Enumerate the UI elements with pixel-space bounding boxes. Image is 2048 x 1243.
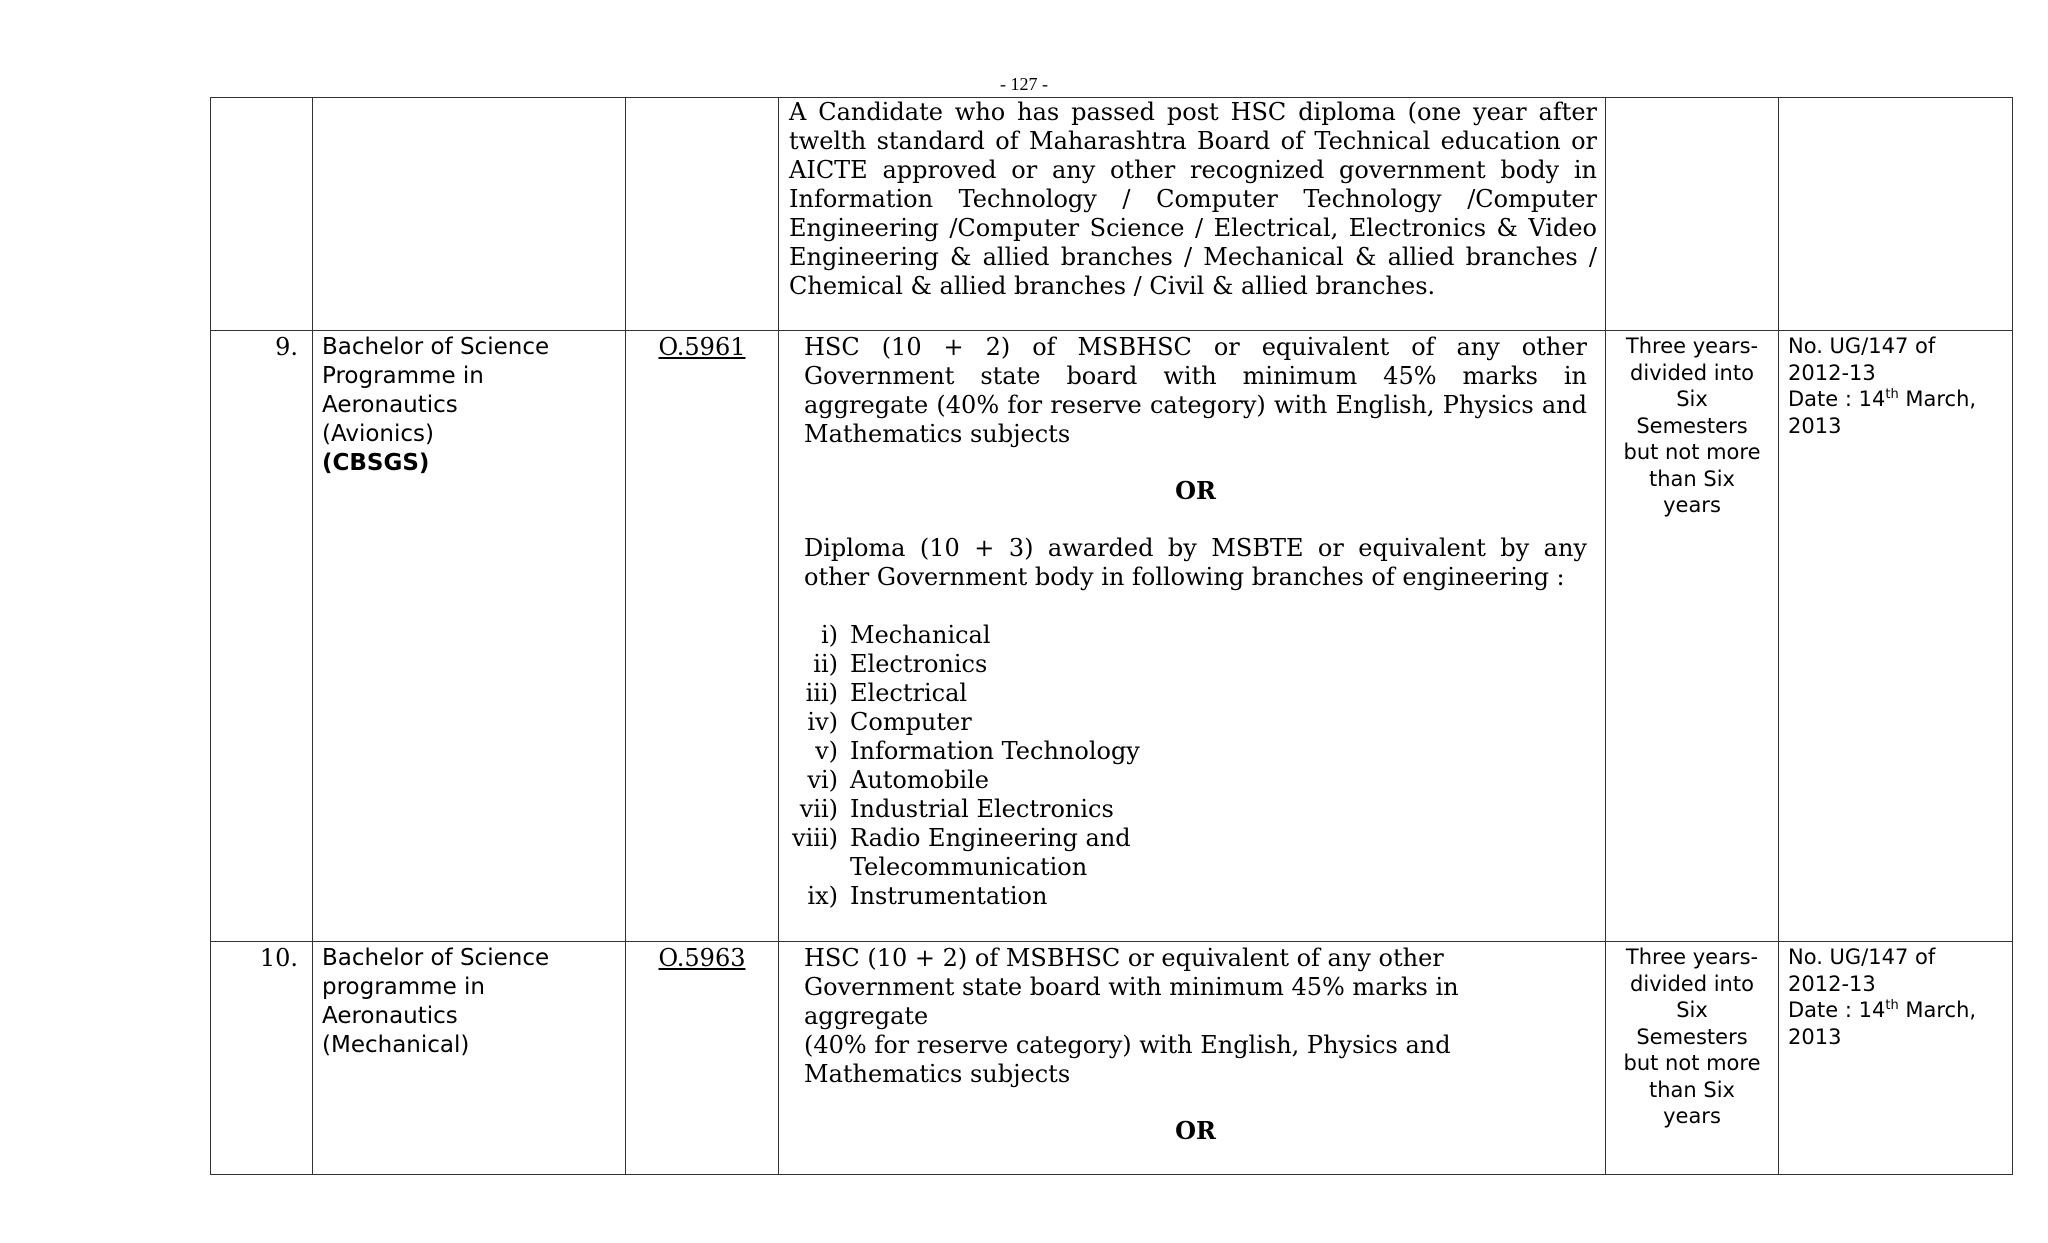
reference-number: No. UG/147 of <box>1788 334 1936 358</box>
list-item-number: vi) <box>807 766 838 794</box>
duration-line: than Six <box>1649 466 1735 491</box>
reference-date: Date : 14th March, <box>1788 387 1977 411</box>
programme-line: Programme in <box>322 363 484 389</box>
reference-cell <box>1779 98 2013 331</box>
sr-number: 10. <box>211 942 313 1175</box>
list-item <box>804 737 1587 766</box>
eligibility-hsc-line: Government state board with minimum 45% marks in aggregate <box>804 973 1459 1030</box>
list-item <box>792 824 1587 882</box>
eligibility-or: OR <box>1175 1116 1216 1145</box>
ordinance-number <box>626 331 779 942</box>
list-item-number: iv) <box>807 708 838 736</box>
list-item-number: v) <box>815 737 838 765</box>
programme-line: Bachelor of Science <box>322 334 550 360</box>
list-item <box>804 708 1587 737</box>
list-item-label: Information Technology <box>850 737 1140 765</box>
list-item <box>804 679 1587 708</box>
reference <box>1779 331 2013 942</box>
ordinance-cell <box>626 98 779 331</box>
list-item-label: Automobile <box>850 766 990 794</box>
list-item-number: ii) <box>813 650 838 678</box>
reference-year-range: 2012-13 <box>1788 971 1876 996</box>
duration-line: but not more <box>1623 1051 1761 1075</box>
page-number: - 127 - <box>1000 74 1048 94</box>
programme-cell <box>313 98 626 331</box>
eligibility-cell <box>779 942 1606 1175</box>
programme-name <box>313 942 626 1175</box>
table-row <box>211 331 2013 942</box>
duration-line: Six <box>1676 387 1708 411</box>
list-item <box>804 766 1587 795</box>
eligibility-cell <box>779 331 1606 942</box>
duration-cell <box>1606 98 1779 331</box>
duration-line: Three years- <box>1625 334 1759 358</box>
duration-line: years <box>1663 1104 1721 1128</box>
list-item-number: vii) <box>799 795 838 823</box>
programme-line: (Mechanical) <box>322 1032 470 1058</box>
programme-code: (CBSGS) <box>322 450 430 476</box>
programme-line: Aeronautics <box>322 1003 458 1029</box>
duration-line: than Six <box>1649 1077 1735 1102</box>
list-item <box>804 621 1587 650</box>
eligibility-hsc-line: Mathematics subjects <box>804 1060 1071 1088</box>
table-row-continuation <box>211 98 2013 331</box>
duration <box>1606 942 1779 1175</box>
list-item-label: Computer <box>850 708 972 736</box>
list-item-label: Radio Engineering and Telecommunication <box>850 824 1131 881</box>
duration-line: divided into <box>1630 971 1754 996</box>
ordinance-table <box>210 97 2013 1175</box>
list-item-label: Electrical <box>850 679 968 707</box>
programme-name <box>313 331 626 942</box>
list-item-number: viii) <box>792 824 838 852</box>
list-item-label: Electronics <box>850 650 988 678</box>
list-item-number: i) <box>820 621 838 649</box>
reference-number: No. UG/147 of <box>1788 945 1936 969</box>
eligibility-hsc-line: HSC (10 + 2) of MSBHSC or equivalent of any other <box>804 944 1444 972</box>
duration-line: but not more <box>1623 440 1761 464</box>
duration-line: Semesters <box>1636 413 1748 438</box>
programme-line: Bachelor of Science <box>322 945 550 971</box>
eligibility-or: OR <box>1175 476 1216 505</box>
branch-list <box>792 621 1587 911</box>
eligibility-continuation-text: A Candidate who has passed post HSC diploma (one year after twelth standard of Maharashtra Board of Technical education or AICTE approved or any other recognized government body in Information Technology / Computer Technology /Computer Engineering /Computer Science / Electrical, Electronics & Video Engineering & allied branches / Mechanical & allied branches / Chemical & allied branches / Civil & allied branches. <box>789 98 1597 300</box>
duration-line: Three years- <box>1625 945 1759 969</box>
eligibility-hsc-line: (40% for reserve category) with English, Physics and <box>804 1031 1451 1059</box>
duration-line: years <box>1663 493 1721 517</box>
ordinance-link: O.5961 <box>658 333 746 361</box>
programme-line: (Avionics) <box>322 421 435 447</box>
duration <box>1606 331 1779 942</box>
ordinance-link: O.5963 <box>658 944 746 972</box>
reference-year: 2013 <box>1788 413 1842 438</box>
reference <box>1779 942 2013 1175</box>
sr-cell <box>211 98 313 331</box>
list-item <box>804 650 1587 679</box>
reference-date: Date : 14th March, <box>1788 998 1977 1022</box>
list-item-number: iii) <box>805 679 838 707</box>
programme-line: programme in <box>322 974 486 1000</box>
eligibility-hsc: HSC (10 + 2) of MSBHSC or equivalent of any other Government state board with minimum 45% marks in aggregate (40% for reserve category) with English, Physics and Mathematics subjects <box>804 333 1587 448</box>
list-item-label: Industrial Electronics <box>850 795 1114 823</box>
list-item <box>799 795 1587 824</box>
reference-year: 2013 <box>1788 1024 1842 1049</box>
eligibility-cell <box>779 98 1606 331</box>
table-row <box>211 942 2013 1175</box>
list-item-label: Mechanical <box>850 621 991 649</box>
duration-line: Semesters <box>1636 1024 1748 1049</box>
eligibility-diploma: Diploma (10 + 3) awarded by MSBTE or equivalent by any other Government body in following branches of engineering : <box>804 534 1587 591</box>
sr-number: 9. <box>211 331 313 942</box>
reference-year-range: 2012-13 <box>1788 360 1876 385</box>
ordinance-number <box>626 942 779 1175</box>
programme-line: Aeronautics <box>322 392 458 418</box>
duration-line: Six <box>1676 998 1708 1022</box>
list-item-label: Instrumentation <box>850 882 1048 910</box>
duration-line: divided into <box>1630 360 1754 385</box>
list-item-number: ix) <box>807 882 838 910</box>
list-item <box>804 882 1587 911</box>
